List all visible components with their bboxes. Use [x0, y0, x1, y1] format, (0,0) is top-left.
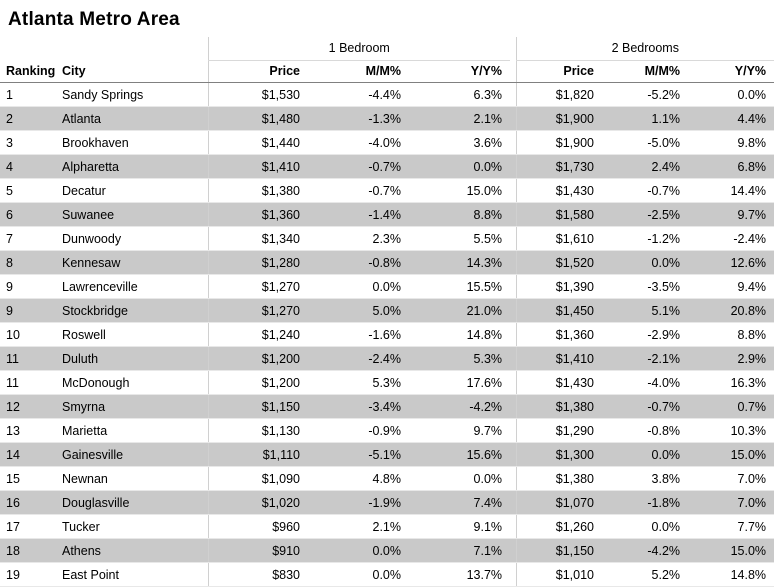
cell-mom-2br: 0.0%	[602, 443, 688, 467]
table-row[interactable]	[0, 251, 774, 275]
cell-mom-2br: -3.5%	[602, 275, 688, 299]
cell-price-1br: $1,200	[208, 347, 308, 371]
cell-price-1br: $1,270	[208, 299, 308, 323]
cell-yoy-2br: 10.3%	[688, 419, 774, 443]
table-row[interactable]	[0, 203, 774, 227]
cell-yoy-2br: 9.7%	[688, 203, 774, 227]
cell-yoy-2br: 4.4%	[688, 107, 774, 131]
cell-mom-1br: -2.4%	[308, 347, 409, 371]
cell-yoy-2br: 0.7%	[688, 395, 774, 419]
cell-mom-1br: -0.8%	[308, 251, 409, 275]
cell-mom-1br: 0.0%	[308, 539, 409, 563]
group-header-spacer-city	[56, 37, 208, 61]
table-header	[0, 37, 774, 83]
cell-city: McDonough	[56, 371, 208, 395]
table-row[interactable]	[0, 107, 774, 131]
cell-yoy-1br: -4.2%	[409, 395, 510, 419]
cell-price-2br: $1,900	[516, 131, 602, 155]
cell-price-2br: $1,520	[516, 251, 602, 275]
cell-city: Douglasville	[56, 491, 208, 515]
cell-mom-1br: -0.7%	[308, 155, 409, 179]
column-header-yoy-1br[interactable]: Y/Y%	[409, 61, 510, 83]
cell-price-2br: $1,610	[516, 227, 602, 251]
cell-ranking: 17	[0, 515, 56, 539]
cell-price-2br: $1,290	[516, 419, 602, 443]
cell-ranking: 14	[0, 443, 56, 467]
cell-yoy-1br: 8.8%	[409, 203, 510, 227]
cell-ranking: 5	[0, 179, 56, 203]
cell-price-1br: $1,340	[208, 227, 308, 251]
cell-ranking: 9	[0, 299, 56, 323]
cell-mom-2br: 2.4%	[602, 155, 688, 179]
cell-price-2br: $1,820	[516, 83, 602, 107]
cell-mom-1br: 5.3%	[308, 371, 409, 395]
cell-price-2br: $1,580	[516, 203, 602, 227]
table-row[interactable]	[0, 563, 774, 587]
cell-mom-1br: 2.1%	[308, 515, 409, 539]
table-row[interactable]	[0, 83, 774, 107]
cell-price-1br: $1,110	[208, 443, 308, 467]
table-row[interactable]	[0, 539, 774, 563]
cell-mom-2br: 0.0%	[602, 515, 688, 539]
cell-price-2br: $1,380	[516, 467, 602, 491]
group-header-one-bedroom: 1 Bedroom	[208, 37, 510, 61]
cell-price-1br: $1,200	[208, 371, 308, 395]
cell-price-2br: $1,300	[516, 443, 602, 467]
cell-ranking: 1	[0, 83, 56, 107]
cell-yoy-2br: 14.4%	[688, 179, 774, 203]
page-title: Atlanta Metro Area	[8, 9, 180, 30]
column-header-ranking[interactable]: Ranking	[0, 61, 56, 83]
cell-city: Duluth	[56, 347, 208, 371]
cell-ranking: 15	[0, 467, 56, 491]
table-row[interactable]	[0, 275, 774, 299]
cell-mom-1br: -1.9%	[308, 491, 409, 515]
cell-price-2br: $1,730	[516, 155, 602, 179]
cell-price-2br: $1,410	[516, 347, 602, 371]
cell-mom-2br: 0.0%	[602, 251, 688, 275]
cell-mom-2br: -0.8%	[602, 419, 688, 443]
cell-mom-1br: -1.6%	[308, 323, 409, 347]
rent-table	[0, 37, 774, 587]
cell-city: Stockbridge	[56, 299, 208, 323]
cell-city: Tucker	[56, 515, 208, 539]
cell-mom-2br: -2.9%	[602, 323, 688, 347]
cell-yoy-2br: 7.0%	[688, 467, 774, 491]
cell-mom-2br: -1.8%	[602, 491, 688, 515]
cell-yoy-1br: 15.6%	[409, 443, 510, 467]
cell-yoy-1br: 0.0%	[409, 467, 510, 491]
table-row[interactable]	[0, 155, 774, 179]
table-row[interactable]	[0, 491, 774, 515]
cell-price-1br: $1,090	[208, 467, 308, 491]
cell-ranking: 11	[0, 371, 56, 395]
table-row[interactable]	[0, 299, 774, 323]
cell-mom-1br: 0.0%	[308, 275, 409, 299]
cell-ranking: 13	[0, 419, 56, 443]
cell-yoy-2br: 6.8%	[688, 155, 774, 179]
cell-mom-1br: -0.9%	[308, 419, 409, 443]
table-row[interactable]	[0, 347, 774, 371]
cell-yoy-1br: 13.7%	[409, 563, 510, 587]
cell-mom-1br: 4.8%	[308, 467, 409, 491]
table-row[interactable]	[0, 371, 774, 395]
cell-mom-2br: -1.2%	[602, 227, 688, 251]
table-row[interactable]	[0, 515, 774, 539]
cell-mom-1br: -4.0%	[308, 131, 409, 155]
cell-mom-2br: 5.1%	[602, 299, 688, 323]
cell-yoy-2br: 16.3%	[688, 371, 774, 395]
cell-price-1br: $1,130	[208, 419, 308, 443]
cell-yoy-2br: 14.8%	[688, 563, 774, 587]
cell-city: Kennesaw	[56, 251, 208, 275]
cell-price-1br: $1,480	[208, 107, 308, 131]
cell-city: Decatur	[56, 179, 208, 203]
cell-price-1br: $830	[208, 563, 308, 587]
cell-price-2br: $1,260	[516, 515, 602, 539]
cell-mom-2br: -5.0%	[602, 131, 688, 155]
cell-price-1br: $1,020	[208, 491, 308, 515]
cell-mom-2br: -5.2%	[602, 83, 688, 107]
cell-price-1br: $1,360	[208, 203, 308, 227]
cell-mom-1br: -4.4%	[308, 83, 409, 107]
cell-mom-1br: -3.4%	[308, 395, 409, 419]
cell-price-2br: $1,430	[516, 371, 602, 395]
group-header-two-bedrooms: 2 Bedrooms	[516, 37, 774, 61]
cell-city: Newnan	[56, 467, 208, 491]
cell-yoy-2br: 7.7%	[688, 515, 774, 539]
cell-mom-1br: -1.3%	[308, 107, 409, 131]
cell-ranking: 18	[0, 539, 56, 563]
cell-city: Sandy Springs	[56, 83, 208, 107]
cell-yoy-1br: 15.0%	[409, 179, 510, 203]
column-header-mom-1br[interactable]: M/M%	[308, 61, 409, 83]
cell-price-2br: $1,430	[516, 179, 602, 203]
cell-ranking: 12	[0, 395, 56, 419]
cell-yoy-2br: 9.8%	[688, 131, 774, 155]
table-row[interactable]	[0, 179, 774, 203]
cell-mom-2br: -2.1%	[602, 347, 688, 371]
column-header-price-1br[interactable]: Price	[208, 61, 308, 83]
table-body	[0, 83, 774, 587]
cell-mom-1br: -0.7%	[308, 179, 409, 203]
cell-yoy-1br: 9.7%	[409, 419, 510, 443]
cell-ranking: 8	[0, 251, 56, 275]
cell-mom-1br: 2.3%	[308, 227, 409, 251]
cell-city: Marietta	[56, 419, 208, 443]
cell-city: Alpharetta	[56, 155, 208, 179]
cell-ranking: 16	[0, 491, 56, 515]
cell-yoy-1br: 21.0%	[409, 299, 510, 323]
cell-yoy-2br: 9.4%	[688, 275, 774, 299]
table-row[interactable]	[0, 227, 774, 251]
cell-yoy-2br: 2.9%	[688, 347, 774, 371]
table-row[interactable]	[0, 131, 774, 155]
cell-yoy-1br: 17.6%	[409, 371, 510, 395]
cell-yoy-2br: 15.0%	[688, 539, 774, 563]
cell-yoy-1br: 7.4%	[409, 491, 510, 515]
cell-price-2br: $1,360	[516, 323, 602, 347]
cell-ranking: 19	[0, 563, 56, 587]
cell-ranking: 7	[0, 227, 56, 251]
cell-price-1br: $960	[208, 515, 308, 539]
cell-price-1br: $1,270	[208, 275, 308, 299]
cell-ranking: 4	[0, 155, 56, 179]
cell-mom-1br: -1.4%	[308, 203, 409, 227]
cell-price-1br: $1,530	[208, 83, 308, 107]
cell-yoy-1br: 7.1%	[409, 539, 510, 563]
cell-ranking: 11	[0, 347, 56, 371]
cell-price-2br: $1,380	[516, 395, 602, 419]
cell-price-1br: $1,380	[208, 179, 308, 203]
cell-city: Atlanta	[56, 107, 208, 131]
cell-city: Lawrenceville	[56, 275, 208, 299]
column-header-yoy-2br[interactable]: Y/Y%	[688, 61, 774, 83]
cell-yoy-2br: 15.0%	[688, 443, 774, 467]
cell-price-2br: $1,450	[516, 299, 602, 323]
table-row[interactable]	[0, 443, 774, 467]
cell-yoy-2br: 0.0%	[688, 83, 774, 107]
cell-yoy-2br: 20.8%	[688, 299, 774, 323]
cell-mom-2br: -0.7%	[602, 395, 688, 419]
cell-city: Athens	[56, 539, 208, 563]
cell-city: Roswell	[56, 323, 208, 347]
cell-city: Brookhaven	[56, 131, 208, 155]
cell-price-2br: $1,150	[516, 539, 602, 563]
cell-yoy-1br: 14.3%	[409, 251, 510, 275]
cell-city: Suwanee	[56, 203, 208, 227]
cell-price-2br: $1,390	[516, 275, 602, 299]
group-header-row	[0, 37, 774, 61]
cell-city: Gainesville	[56, 443, 208, 467]
cell-yoy-1br: 0.0%	[409, 155, 510, 179]
cell-mom-2br: -0.7%	[602, 179, 688, 203]
cell-ranking: 9	[0, 275, 56, 299]
cell-ranking: 3	[0, 131, 56, 155]
cell-price-1br: $1,440	[208, 131, 308, 155]
cell-price-1br: $910	[208, 539, 308, 563]
cell-city: Dunwoody	[56, 227, 208, 251]
cell-yoy-2br: -2.4%	[688, 227, 774, 251]
cell-yoy-1br: 9.1%	[409, 515, 510, 539]
cell-ranking: 2	[0, 107, 56, 131]
cell-mom-1br: -5.1%	[308, 443, 409, 467]
column-header-city[interactable]: City	[56, 61, 208, 83]
cell-mom-2br: -4.2%	[602, 539, 688, 563]
cell-ranking: 6	[0, 203, 56, 227]
cell-yoy-2br: 12.6%	[688, 251, 774, 275]
cell-price-1br: $1,240	[208, 323, 308, 347]
cell-city: Smyrna	[56, 395, 208, 419]
table-row[interactable]	[0, 395, 774, 419]
table-row[interactable]	[0, 323, 774, 347]
cell-mom-2br: 1.1%	[602, 107, 688, 131]
cell-yoy-2br: 7.0%	[688, 491, 774, 515]
cell-yoy-1br: 5.5%	[409, 227, 510, 251]
cell-mom-1br: 0.0%	[308, 563, 409, 587]
cell-price-1br: $1,280	[208, 251, 308, 275]
column-header-row	[0, 61, 774, 83]
cell-price-2br: $1,070	[516, 491, 602, 515]
cell-yoy-1br: 2.1%	[409, 107, 510, 131]
column-header-mom-2br[interactable]: M/M%	[602, 61, 688, 83]
cell-mom-1br: 5.0%	[308, 299, 409, 323]
cell-price-2br: $1,010	[516, 563, 602, 587]
cell-yoy-1br: 5.3%	[409, 347, 510, 371]
cell-price-1br: $1,150	[208, 395, 308, 419]
table-row[interactable]	[0, 467, 774, 491]
cell-mom-2br: -2.5%	[602, 203, 688, 227]
cell-mom-2br: 5.2%	[602, 563, 688, 587]
group-header-spacer-rank	[0, 37, 56, 61]
cell-yoy-2br: 8.8%	[688, 323, 774, 347]
column-header-price-2br[interactable]: Price	[516, 61, 602, 83]
cell-mom-2br: -4.0%	[602, 371, 688, 395]
cell-yoy-1br: 15.5%	[409, 275, 510, 299]
cell-yoy-1br: 6.3%	[409, 83, 510, 107]
cell-city: East Point	[56, 563, 208, 587]
cell-price-2br: $1,900	[516, 107, 602, 131]
cell-yoy-1br: 3.6%	[409, 131, 510, 155]
table-row[interactable]	[0, 419, 774, 443]
cell-yoy-1br: 14.8%	[409, 323, 510, 347]
cell-mom-2br: 3.8%	[602, 467, 688, 491]
cell-price-1br: $1,410	[208, 155, 308, 179]
cell-ranking: 10	[0, 323, 56, 347]
